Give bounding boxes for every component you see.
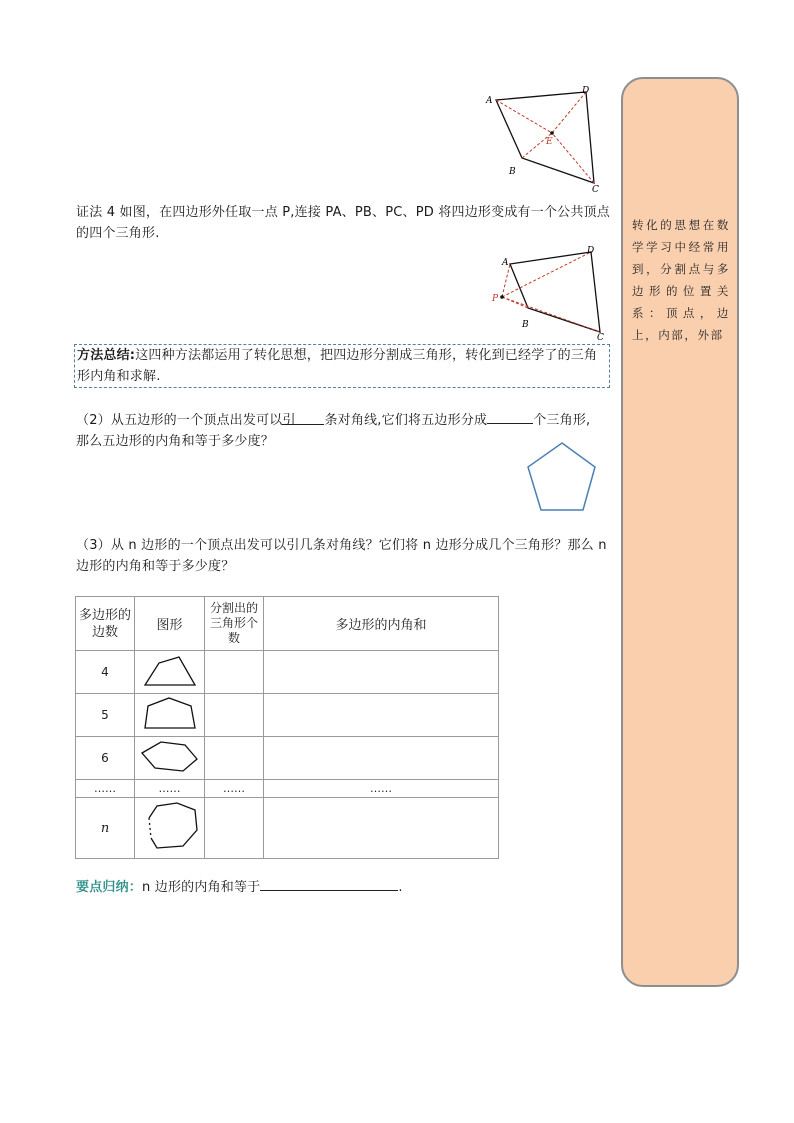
row-sum-cell[interactable] <box>264 694 499 737</box>
row-figure <box>135 737 205 780</box>
key-point <box>76 876 616 898</box>
pentagon-thumbnail <box>139 694 201 732</box>
pentagon-figure <box>524 440 600 516</box>
row-sum-cell[interactable] <box>264 737 499 780</box>
table-row-n <box>76 798 499 859</box>
table-row <box>76 651 499 694</box>
key-point-text: n 边形的内角和等于 <box>142 880 261 895</box>
key-point-blank[interactable] <box>260 876 398 891</box>
label-b-2: B <box>522 320 529 330</box>
row-figure <box>135 651 205 694</box>
row-figure: …… <box>135 780 205 798</box>
row-sum-cell[interactable] <box>264 798 499 859</box>
label-d-2: D <box>587 246 595 256</box>
row-sides: 5 <box>76 694 135 737</box>
sidebar-note-text: 转化的思想在数学学习中经常用到，分割点与多边形的位置关系：顶点，边上，内部，外部 <box>632 218 730 342</box>
row-sum-cell: …… <box>264 780 499 798</box>
header-figure: 图形 <box>135 597 205 651</box>
q2-blank-text: 引 <box>282 413 296 428</box>
quadrilateral-thumbnail <box>139 651 201 689</box>
figure-quadrilateral-interior-point <box>484 84 604 194</box>
header-sides: 多边形的边数 <box>76 597 135 651</box>
key-point-label: 要点归纳： <box>76 880 143 895</box>
header-triangle-count: 分割出的三角形个数 <box>205 597 264 651</box>
hexagon-thumbnail <box>139 737 201 775</box>
table-row-ellipsis <box>76 780 499 798</box>
segment-de <box>552 92 586 133</box>
row-sides: n <box>76 798 135 859</box>
q2-blank-diagonals[interactable] <box>282 410 324 428</box>
label-c-2: C <box>597 333 604 342</box>
proof-4-paragraph: 证法 4 如图，在四边形外任取一点 P,连接 PA、PB、PC、PD 将四边形变成有一个公共顶点的四个三角形. <box>76 205 610 241</box>
q2-part3: 个三角形, <box>533 413 591 428</box>
table-row <box>76 737 499 780</box>
label-d: D <box>582 86 590 96</box>
method-summary-text <box>77 345 607 387</box>
label-a: A <box>486 96 493 106</box>
row-figure <box>135 798 205 859</box>
key-point-end: . <box>398 880 403 895</box>
label-a-2: A <box>502 258 509 268</box>
row-count-cell[interactable] <box>205 798 264 859</box>
row-sides: 6 <box>76 737 135 780</box>
method-summary-label: 方法总结: <box>77 348 136 363</box>
table-row <box>76 694 499 737</box>
row-sides: …… <box>76 780 135 798</box>
segment-ae <box>496 100 552 133</box>
row-figure <box>135 694 205 737</box>
method-summary-body: 这四种方法都运用了转化思想，把四边形分割成三角形，转化到已经学了的三角形内角和求解. <box>77 348 598 384</box>
label-b: B <box>509 167 516 177</box>
row-sum-cell[interactable] <box>264 651 499 694</box>
figure-quadrilateral-exterior-point <box>488 242 608 342</box>
label-p: P <box>492 294 499 304</box>
n-gon-thumbnail <box>139 798 201 854</box>
point-p <box>500 295 504 299</box>
q2-part1: （2）从五边形的一个顶点出发可以 <box>76 413 283 428</box>
row-sides: 4 <box>76 651 135 694</box>
point-e <box>550 131 554 135</box>
table-header-row <box>76 597 499 651</box>
row-count-cell[interactable] <box>205 737 264 780</box>
label-e: E <box>546 137 553 147</box>
pentagon-shape <box>528 443 595 510</box>
header-angle-sum: 多边形的内角和 <box>264 597 499 651</box>
question-3: （3）从 n 边形的一个顶点出发可以引几条对角线？它们将 n 边形分成几个三角形？那么 n 边形的内角和等于多少度？ <box>76 538 607 574</box>
row-count-cell[interactable] <box>205 694 264 737</box>
label-c: C <box>592 185 599 194</box>
q2-part2: 条对角线,它们将五边形分成 <box>324 413 488 428</box>
polygon-table <box>75 596 499 859</box>
row-count-cell: …… <box>205 780 264 798</box>
row-count-cell[interactable] <box>205 651 264 694</box>
q2-blank-triangles[interactable] <box>487 409 533 424</box>
q2-line2: 那么五边形的内角和等于多少度？ <box>76 434 275 449</box>
segment-pa <box>502 264 510 297</box>
